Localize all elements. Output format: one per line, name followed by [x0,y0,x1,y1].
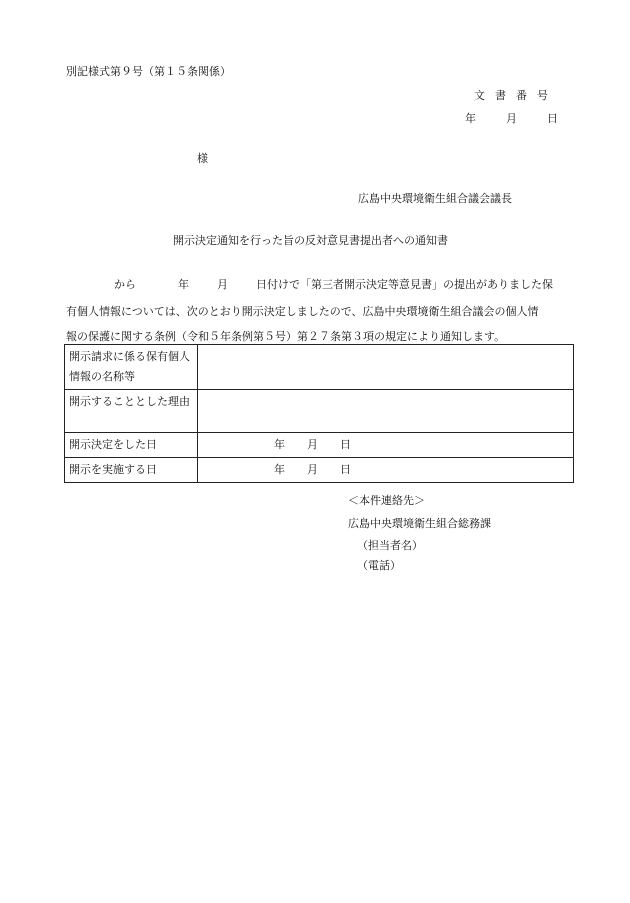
table-label-cell: 開示を実施する日 [65,458,198,483]
date-month-label: 月 [506,112,517,125]
body-line-3: 報の保護に関する条例（令和５年条例第５号）第２７条第３項の規定により通知します。 [66,330,506,343]
body-line-1-rest: 日付けで「第三者開示決定等意見書」の提出がありました保 [256,278,553,291]
document-date [465,110,558,126]
contact-heading: ＜本件連絡先＞ [348,494,425,507]
table-value-cell [198,345,574,390]
table-row [65,458,574,483]
addressee-honorific: 様 [197,152,208,165]
implementation-day: 日 [340,463,351,476]
document-title: 開示決定通知を行った旨の反対意見書提出者への通知書 [173,234,448,247]
decision-day: 日 [340,438,351,451]
date-day-label: 日 [547,112,558,125]
table-value-cell [198,390,574,433]
body-line-2: 有個人情報については、次のとおり開示決定しましたので、広島中央環境衛生組合議会の個人情 [66,305,539,318]
table-row [65,390,574,433]
decision-month: 月 [307,438,318,451]
sender-name: 広島中央環境衛生組合議会議長 [358,192,512,205]
body-line-1 [66,276,572,292]
disclosure-info-table [64,344,574,483]
implementation-month: 月 [307,463,318,476]
date-year-label: 年 [465,112,476,125]
document-number-label: 文書番号 [474,89,558,102]
table-label-cell: 開示決定をした日 [65,433,198,458]
body-year: 年 [178,278,189,291]
table-date-cell [198,458,574,483]
table-label-cell: 開示することとした理由 [65,390,198,433]
table-row [65,433,574,458]
table-date-cell [198,433,574,458]
implementation-year: 年 [274,463,285,476]
body-from: から [114,278,136,291]
decision-year: 年 [274,438,285,451]
table-row [65,345,574,390]
table-label-cell: 開示請求に係る保有個人情報の名称等 [65,345,198,390]
contact-person: （担当者名） [357,539,423,552]
form-label: 別記様式第９号（第１５条関係） [66,65,231,78]
contact-phone: （電話） [357,559,401,572]
body-month: 月 [217,278,228,291]
contact-department: 広島中央環境衛生組合総務課 [348,517,491,530]
